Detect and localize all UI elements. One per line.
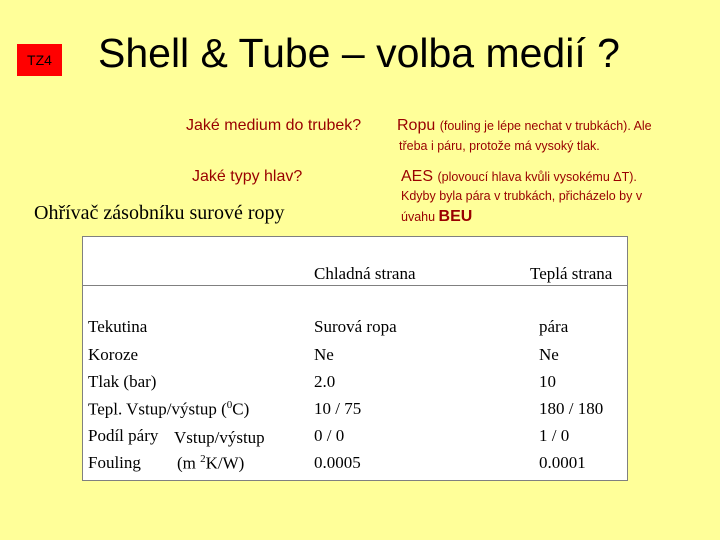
row-label-teplota — [88, 399, 249, 420]
row-cold-podil-pary: 0 / 0 — [314, 426, 345, 445]
row-cold-tlak: 2.0 — [314, 372, 336, 391]
row-label-tekutina: Tekutina — [88, 317, 148, 336]
table-header-warm: Teplá strana — [530, 264, 613, 283]
slide-badge — [17, 44, 62, 76]
question-tube-medium: Jaké medium do trubek? — [186, 117, 362, 134]
slide-badge-label: TZ4 — [27, 52, 52, 68]
row-label-podil-pary-extra: Vstup/výstup — [174, 428, 265, 447]
heater-title: Ohřívač zásobníku surové ropy — [34, 202, 285, 224]
row-warm-fouling: 0.0001 — [539, 453, 586, 472]
row-cold-tekutina: Surová ropa — [314, 317, 397, 336]
answer-tube-medium-note2: třeba i páru, protože má vysoký tlak. — [399, 139, 600, 153]
answer-head-types-strong: AES — [401, 168, 434, 185]
row-label-teplota-pre: Tepl. Vstup/výstup ( — [88, 399, 227, 419]
row-warm-koroze: Ne — [539, 345, 559, 364]
row-label-koroze: Koroze — [88, 345, 139, 364]
answer-tube-medium — [397, 117, 652, 135]
row-cold-koroze: Ne — [314, 345, 334, 364]
row-cold-fouling: 0.0005 — [314, 453, 361, 472]
answer-head-types-note: (plovoucí hlava kvůli vysokému ΔT). — [437, 170, 637, 184]
answer-head-types — [401, 168, 637, 186]
row-warm-teplota: 180 / 180 — [539, 399, 604, 418]
table-header-divider — [82, 285, 628, 286]
answer-tube-medium-strong: Ropu — [397, 117, 436, 134]
row-warm-tekutina: pára — [539, 317, 569, 336]
row-label-teplota-sup: 0 — [226, 399, 233, 411]
table-header-cold: Chladná strana — [314, 264, 416, 283]
row-label-fouling-extra-post: K/W) — [205, 453, 245, 473]
answer-head-types-note3-prefix: úvahu — [401, 210, 439, 224]
row-label-teplota-post: C) — [232, 399, 250, 419]
row-label-fouling-extra-pre: (m — [177, 453, 201, 473]
question-head-types: Jaké typy hlav? — [192, 168, 303, 185]
row-warm-podil-pary: 1 / 0 — [539, 426, 570, 445]
answer-head-types-note3 — [401, 208, 472, 226]
row-label-fouling-extra — [177, 453, 244, 474]
row-label-tlak: Tlak (bar) — [88, 372, 157, 391]
row-warm-tlak: 10 — [539, 372, 556, 391]
answer-head-types-note2: Kdyby byla pára v trubkách, přicházelo by v — [401, 189, 643, 203]
row-label-fouling-extra-sup: 2 — [200, 453, 206, 465]
row-cold-teplota: 10 / 75 — [314, 399, 362, 418]
answer-tube-medium-note: (fouling je lépe nechat v trubkách). Ale — [439, 119, 652, 133]
row-label-fouling: Fouling — [88, 453, 141, 472]
page-title: Shell & Tube – volba medií ? — [98, 30, 620, 76]
answer-head-types-beu: BEU — [438, 208, 473, 225]
row-label-podil-pary: Podíl páry — [88, 426, 159, 445]
